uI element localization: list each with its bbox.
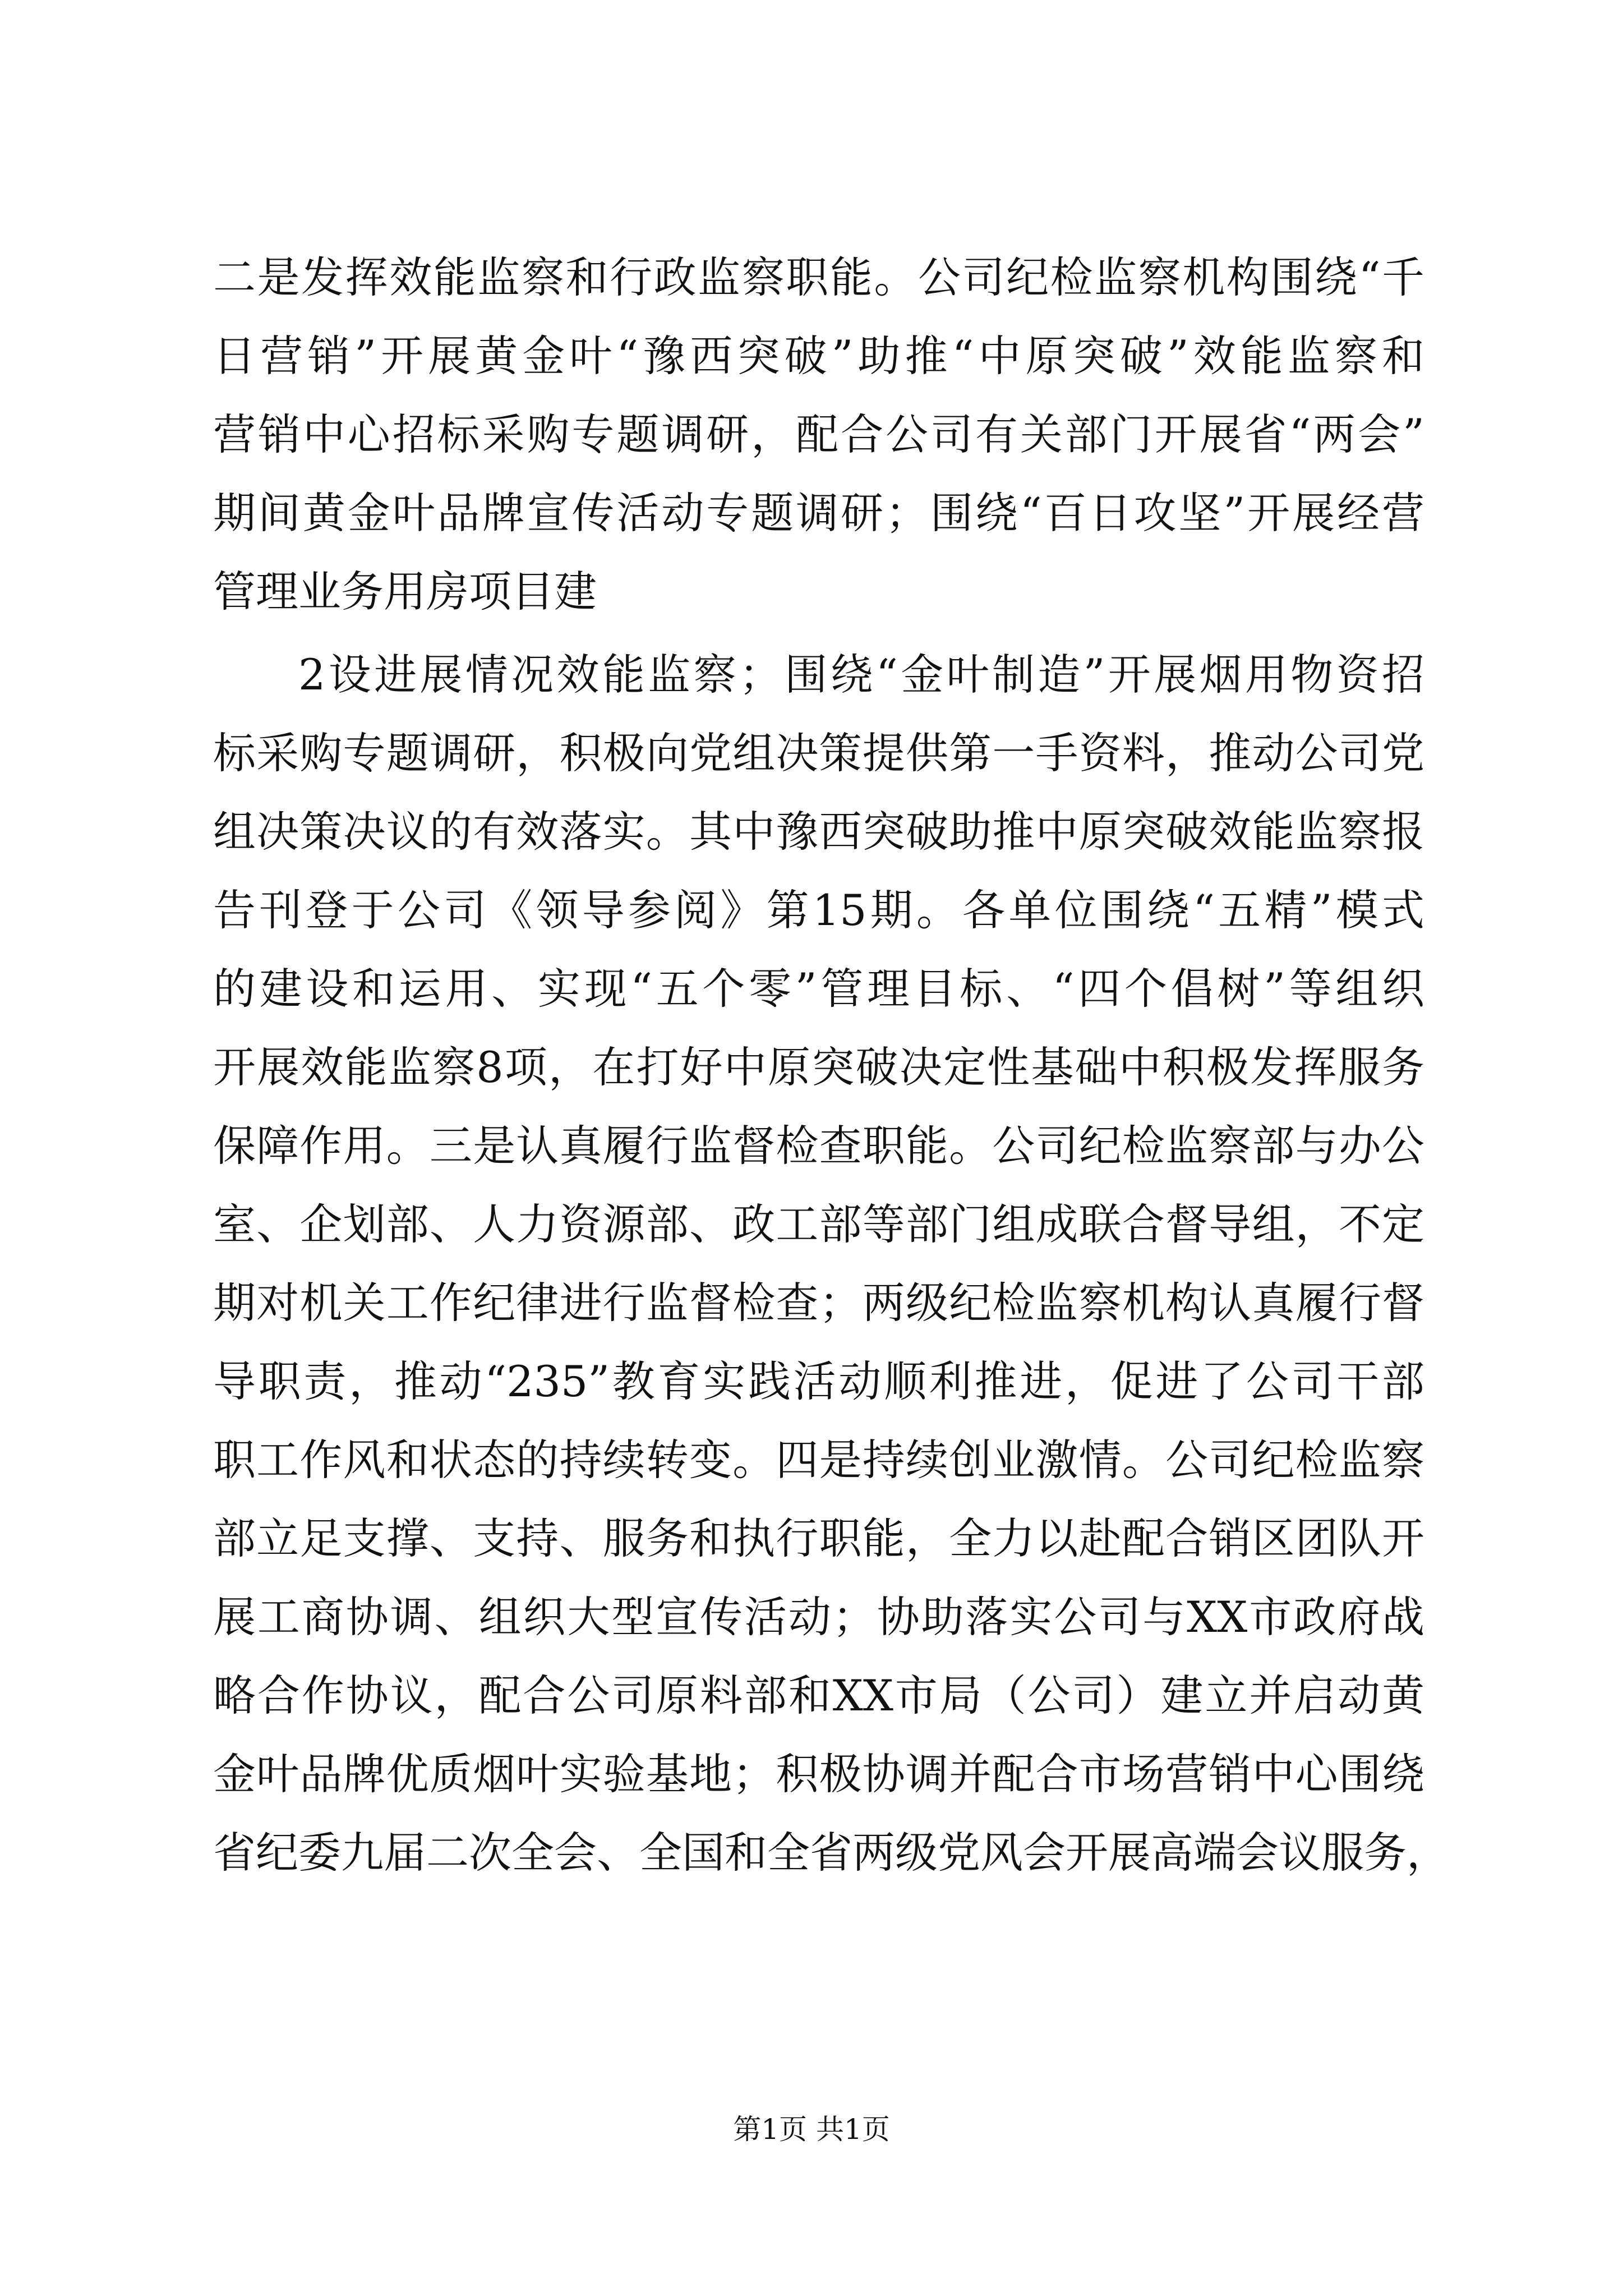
paragraph-gap — [213, 631, 1424, 636]
text-line: 期间黄金叶品牌宣传活动专题调研；围绕“百日攻坚”开展经营 — [213, 488, 1424, 538]
text-line: 导职责，推动“235”教育实践活动顺利推进，促进了公司干部 — [213, 1356, 1424, 1406]
text-line: 的建设和运用、实现“五个零”管理目标、“四个倡树”等组织 — [213, 964, 1424, 1014]
text-line: 营销中心招标采购专题调研，配合公司有关部门开展省“两会” — [213, 409, 1424, 459]
text-line: 金叶品牌优质烟叶实验基地；积极协调并配合市场营销中心围绕 — [213, 1749, 1424, 1799]
text-line: 职工作风和状态的持续转变。四是持续创业激情。公司纪检监察 — [213, 1435, 1424, 1485]
text-line: 标采购专题调研，积极向党组决策提供第一手资料，推动公司党 — [213, 728, 1424, 778]
text-line: 管理业务用房项目建 — [213, 567, 597, 616]
text-line: 展工商协调、组织大型宣传活动；协助落实公司与XX市政府战 — [213, 1592, 1424, 1642]
text-line: 室、企划部、人力资源部、政工部等部门组成联合督导组，不定 — [213, 1199, 1424, 1249]
text-line: 期对机关工作纪律进行监督检查；两级纪检监察机构认真履行督 — [213, 1278, 1424, 1328]
text-line: 开展效能监察8项，在打好中原突破决定性基础中积极发挥服务 — [213, 1042, 1424, 1092]
paragraph-1 — [213, 238, 1424, 631]
document-body — [213, 238, 1449, 1892]
text-line: 保障作用。三是认真履行监督检查职能。公司纪检监察部与办公 — [213, 1121, 1424, 1171]
text-line: 二是发挥效能监察和行政监察职能。公司纪检监察机构围绕“千 — [213, 252, 1424, 302]
text-line: 日营销”开展黄金叶“豫西突破”助推“中原突破”效能监察和 — [213, 331, 1424, 381]
paragraph-2 — [213, 636, 1449, 1892]
text-line: 组决策决议的有效落实。其中豫西突破助推中原突破效能监察报 — [213, 807, 1424, 857]
text-line: 省纪委九届二次全会、全国和全省两级党风会开展高端会议服务， — [213, 1828, 1449, 1878]
text-line: 告刊登于公司《领导参阅》第15期。各单位围绕“五精”模式 — [213, 885, 1424, 935]
text-line: 略合作协议，配合公司原料部和XX市局（公司）建立并启动黄 — [213, 1671, 1424, 1720]
text-line: 2设进展情况效能监察；围绕“金叶制造”开展烟用物资招 — [298, 650, 1424, 700]
text-line: 部立足支撑、支持、服务和执行职能，全力以赴配合销区团队开 — [213, 1513, 1424, 1563]
page-footer: 第1页 共1页 — [733, 2113, 890, 2146]
